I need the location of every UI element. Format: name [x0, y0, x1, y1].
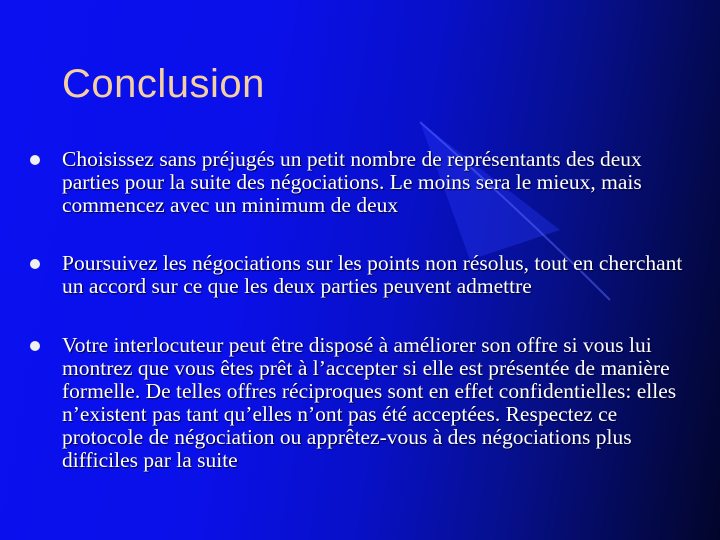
bullet-text: Poursuivez les négociations sur les points non résolus, tout en cherchant un accord sur ce que les deux parties peuvent admettre [62, 251, 683, 298]
bullet-dot-icon [30, 155, 40, 165]
slide-title: Conclusion [62, 62, 265, 106]
bullet-text: Votre interlocuteur peut être disposé à améliorer son offre si vous lui montrez que vous êtes prêt à l’accepter si elle est présentée de manière formelle. De telles offres réciproques sont en effet confidentielles: elles n’existent pas tant qu’elles n’ont pas été acceptées. Respectez ce protocole de négociation ou apprêtez-vous à des négociations plus difficiles par la suite [62, 333, 677, 472]
bullet-dot-icon [30, 341, 40, 351]
bullet-text: Choisissez sans préjugés un petit nombre de représentants des deux parties pour la suite des négociations. Le moins sera le mieux, mais commencez avec un minimum de deux [62, 147, 642, 217]
bullet-dot-icon [30, 259, 40, 269]
